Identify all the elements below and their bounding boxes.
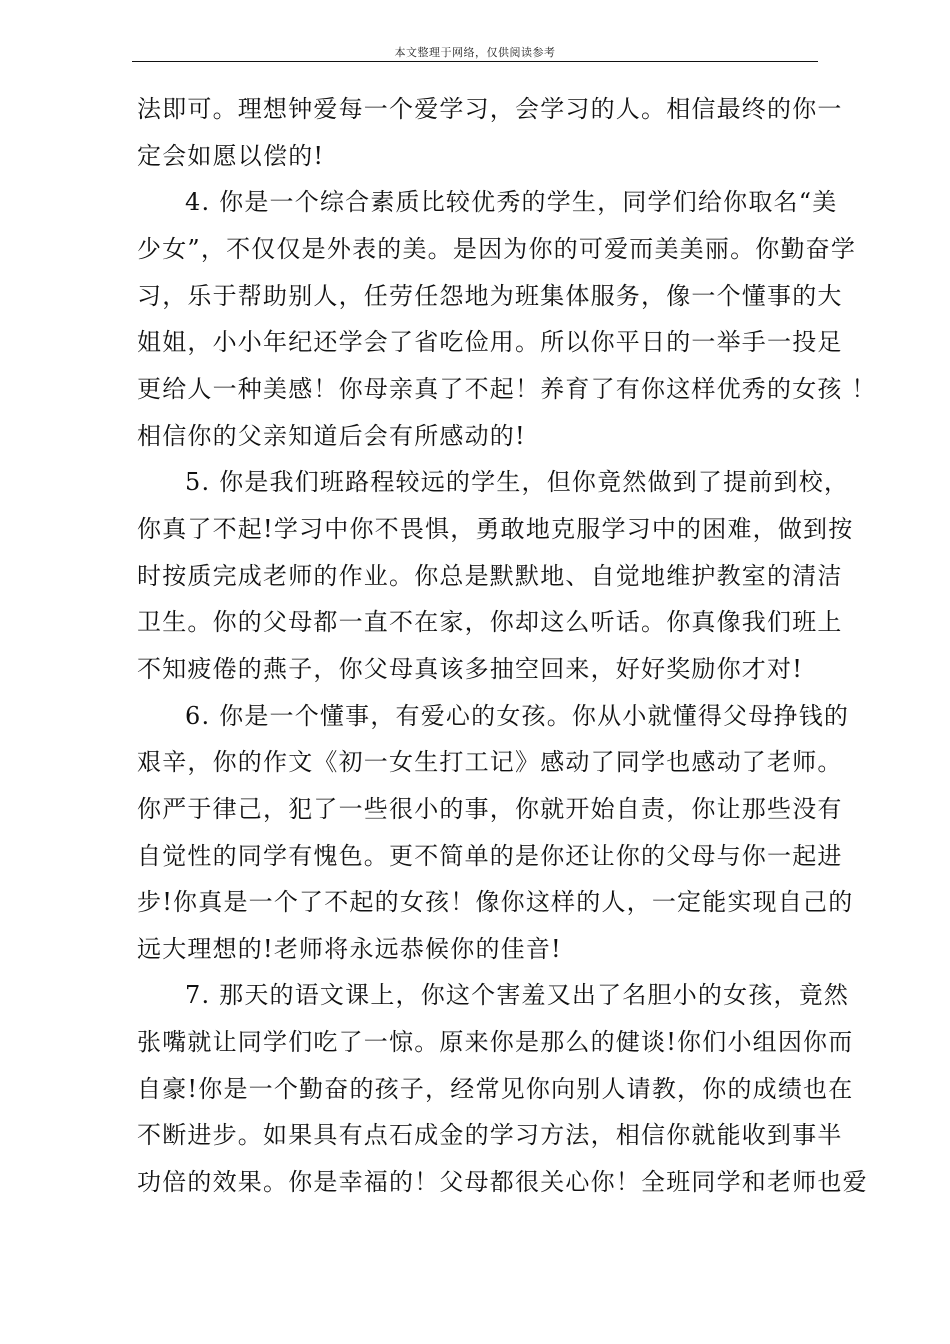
text-line: 不知疲倦的燕子，你父母真该多抽空回来，好好奖励你才对! xyxy=(137,654,804,683)
text-line: 功倍的效果。你是幸福的！父母都很关心你！全班同学和老师也爱 xyxy=(137,1168,868,1197)
text-line: 艰辛，你的作文《初一女生打工记》感动了同学也感动了老师。 xyxy=(137,748,843,777)
text-line: 6. 你是一个懂事，有爱心的女孩。你从小就懂得父母挣钱的 xyxy=(185,701,850,730)
text-line: 7. 那天的语文课上，你这个害羞又出了名胆小的女孩，竟然 xyxy=(185,981,850,1010)
page-header xyxy=(132,44,818,64)
document-body xyxy=(137,86,877,1206)
text-line: 步!你真是一个了不起的女孩！像你这样的人，一定能实现自己的 xyxy=(137,888,854,917)
text-line: 你严于律己，犯了一些很小的事，你就开始自责，你让那些没有 xyxy=(137,794,843,823)
header-text: 本文整理于网络，仅供阅读参考 xyxy=(394,46,556,59)
text-line: 更给人一种美感！你母亲真了不起！养育了有你这样优秀的女孩 ！ xyxy=(137,374,877,403)
text-line: 相信你的父亲知道后会有所感动的! xyxy=(137,421,526,450)
text-line: 自豪!你是一个勤奋的孩子，经常见你向别人请教，你的成绩也在 xyxy=(137,1074,854,1103)
text-line: 你真了不起!学习中你不畏惧，勇敢地克服学习中的困难，做到按 xyxy=(137,514,854,543)
text-line: 法即可。理想钟爱每一个爱学习，会学习的人。相信最终的你一 xyxy=(137,95,843,123)
text-line: 张嘴就让同学们吃了一惊。原来你是那么的健谈!你们小组因你而 xyxy=(137,1028,854,1057)
text-line: 少女”，不仅仅是外表的美。是因为你的可爱而美美丽。你勤奋学 xyxy=(137,234,857,263)
text-line: 5. 你是我们班路程较远的学生，但你竟然做到了提前到校， xyxy=(185,468,850,497)
text-line: 远大理想的!老师将永远恭候你的佳音! xyxy=(137,934,562,963)
text-line: 自觉性的同学有愧色。更不简单的是你还让你的父母与你一起进 xyxy=(137,841,843,870)
text-line: 姐姐，小小年纪还学会了省吃俭用。所以你平日的一举手一投足 xyxy=(137,328,843,357)
text-line: 不断进步。如果具有点石成金的学习方法，相信你就能收到事半 xyxy=(137,1121,843,1150)
header-rule xyxy=(132,61,818,62)
text-line: 习，乐于帮助别人，任劳任怨地为班集体服务，像一个懂事的大 xyxy=(137,281,843,310)
text-line: 定会如愿以偿的! xyxy=(137,141,325,170)
text-line: 卫生。你的父母都一直不在家，你却这么听话。你真像我们班上 xyxy=(137,608,843,637)
text-line: 时按质完成老师的作业。你总是默默地、自觉地维护教室的清洁 xyxy=(137,561,843,590)
text-line: 4. 你是一个综合素质比较优秀的学生，同学们给你取名“美 xyxy=(185,188,838,217)
